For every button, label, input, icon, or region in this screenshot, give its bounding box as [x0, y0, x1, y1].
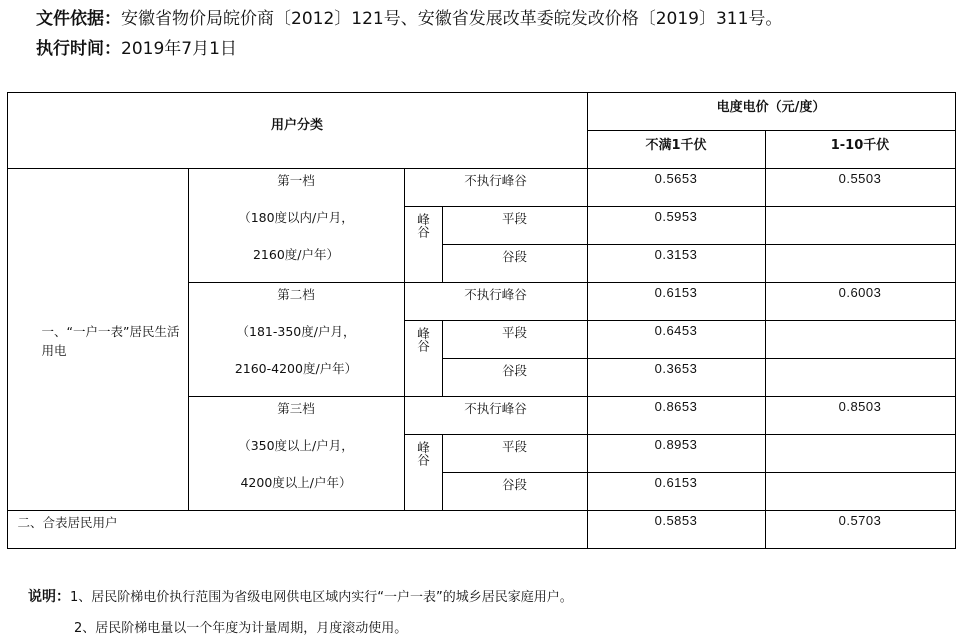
peak-valley-label-text: 峰谷 [415, 212, 431, 238]
flat-label [442, 320, 588, 359]
basis-label: 文件依据： [36, 9, 121, 29]
tier-label-text: 第三档 [277, 400, 315, 416]
price-valley-1-10kv [765, 244, 956, 283]
flat-label-text: 平段 [501, 324, 527, 340]
price-valley-below-1kv-text: 0.3153 [654, 246, 698, 262]
flat-label-text: 平段 [501, 438, 527, 454]
price-flat-below-1kv-text: 0.8953 [654, 436, 698, 452]
no-peak-label-text: 不执行峰谷 [464, 400, 527, 416]
valley-label [442, 472, 588, 511]
tier-label [188, 168, 405, 283]
category-shared-meter [7, 510, 588, 549]
category-household-text: 一、“一户一表”居民生活用电 [41, 323, 180, 358]
tier-label [188, 282, 405, 397]
tier-label [188, 396, 405, 511]
price-no-peak-below-1kv [587, 282, 766, 321]
price-no-peak-1-10kv [765, 396, 956, 435]
peak-valley-label [404, 320, 443, 397]
price-no-peak-below-1kv [587, 396, 766, 435]
date-label: 执行时间： [36, 39, 121, 59]
price-shared-below-1kv-text: 0.5853 [654, 512, 698, 528]
price-flat-below-1kv [587, 434, 766, 473]
header-below-1kv-text: 不满1千伏 [645, 137, 707, 153]
price-shared-1-10kv [765, 510, 956, 549]
price-no-peak-1-10kv [765, 282, 956, 321]
tier-label-text: 2160-4200度/户年） [234, 360, 358, 376]
header-price-text: 电度电价（元/度） [716, 99, 826, 115]
valley-label [442, 244, 588, 283]
price-valley-below-1kv [587, 244, 766, 283]
note-label: 说明： [28, 589, 70, 605]
header-price [587, 92, 956, 131]
header-1-10kv [765, 130, 956, 169]
peak-valley-label [404, 206, 443, 283]
price-valley-1-10kv [765, 472, 956, 511]
tier-label-text: 2160度/户年） [252, 246, 340, 262]
price-flat-below-1kv-text: 0.6453 [654, 322, 698, 338]
price-shared-1-10kv-text: 0.5703 [838, 512, 882, 528]
header-1-10kv-text: 1-10千伏 [830, 137, 890, 153]
valley-label-text: 谷段 [501, 362, 527, 378]
price-flat-1-10kv [765, 320, 956, 359]
price-valley-below-1kv [587, 358, 766, 397]
price-no-peak-1-10kv-text: 0.6003 [838, 284, 882, 300]
note-item-2: 2、居民阶梯电量以一个年度为计量周期，月度滚动使用。 [74, 621, 408, 636]
valley-label-text: 谷段 [501, 476, 527, 492]
header-user-category [7, 92, 588, 169]
header-below-1kv [587, 130, 766, 169]
peak-valley-label [404, 434, 443, 511]
note-1 [28, 586, 573, 606]
flat-label [442, 206, 588, 245]
tier-label-text: （350度以上/户月， [238, 437, 354, 453]
valley-label-text: 谷段 [501, 248, 527, 264]
no-peak-label-text: 不执行峰谷 [464, 172, 527, 188]
date-text: 2019年7月1日 [121, 39, 237, 59]
price-no-peak-below-1kv-text: 0.6153 [654, 284, 698, 300]
price-valley-below-1kv-text: 0.3653 [654, 360, 698, 376]
flat-label-text: 平段 [501, 210, 527, 226]
price-no-peak-1-10kv-text: 0.5503 [838, 170, 882, 186]
price-shared-below-1kv [587, 510, 766, 549]
valley-label [442, 358, 588, 397]
price-valley-below-1kv-text: 0.6153 [654, 474, 698, 490]
price-flat-below-1kv-text: 0.5953 [654, 208, 698, 224]
price-valley-below-1kv [587, 472, 766, 511]
peak-valley-label-text: 峰谷 [415, 440, 431, 466]
no-peak-label-text: 不执行峰谷 [464, 286, 527, 302]
price-no-peak-below-1kv [587, 168, 766, 207]
peak-valley-label-text: 峰谷 [415, 326, 431, 352]
tier-label-text: 第二档 [277, 286, 315, 302]
header-user-category-text: 用户分类 [270, 117, 323, 133]
category-shared-meter-text: 二、合表居民用户 [17, 514, 118, 530]
tier-label-text: （181-350度/户月， [236, 323, 356, 339]
price-flat-1-10kv [765, 434, 956, 473]
no-peak-label [404, 282, 588, 321]
tier-label-text: （180度以内/户月， [238, 209, 354, 225]
price-flat-1-10kv [765, 206, 956, 245]
flat-label [442, 434, 588, 473]
no-peak-label [404, 168, 588, 207]
price-no-peak-1-10kv [765, 168, 956, 207]
price-valley-1-10kv [765, 358, 956, 397]
price-no-peak-1-10kv-text: 0.8503 [838, 398, 882, 414]
category-household [7, 168, 189, 511]
price-no-peak-below-1kv-text: 0.8653 [654, 398, 698, 414]
tier-label-text: 4200度以上/户年） [240, 474, 352, 490]
price-flat-below-1kv [587, 320, 766, 359]
note-item-1: 1、居民阶梯电价执行范围为省级电网供电区域内实行“一户一表”的城乡居民家庭用户。 [70, 590, 573, 605]
basis-text: 安徽省物价局皖价商〔2012〕121号、安徽省发展改革委皖发改价格〔2019〕311号。 [121, 9, 783, 29]
no-peak-label [404, 396, 588, 435]
price-flat-below-1kv [587, 206, 766, 245]
price-no-peak-below-1kv-text: 0.5653 [654, 170, 698, 186]
tier-label-text: 第一档 [277, 172, 315, 188]
